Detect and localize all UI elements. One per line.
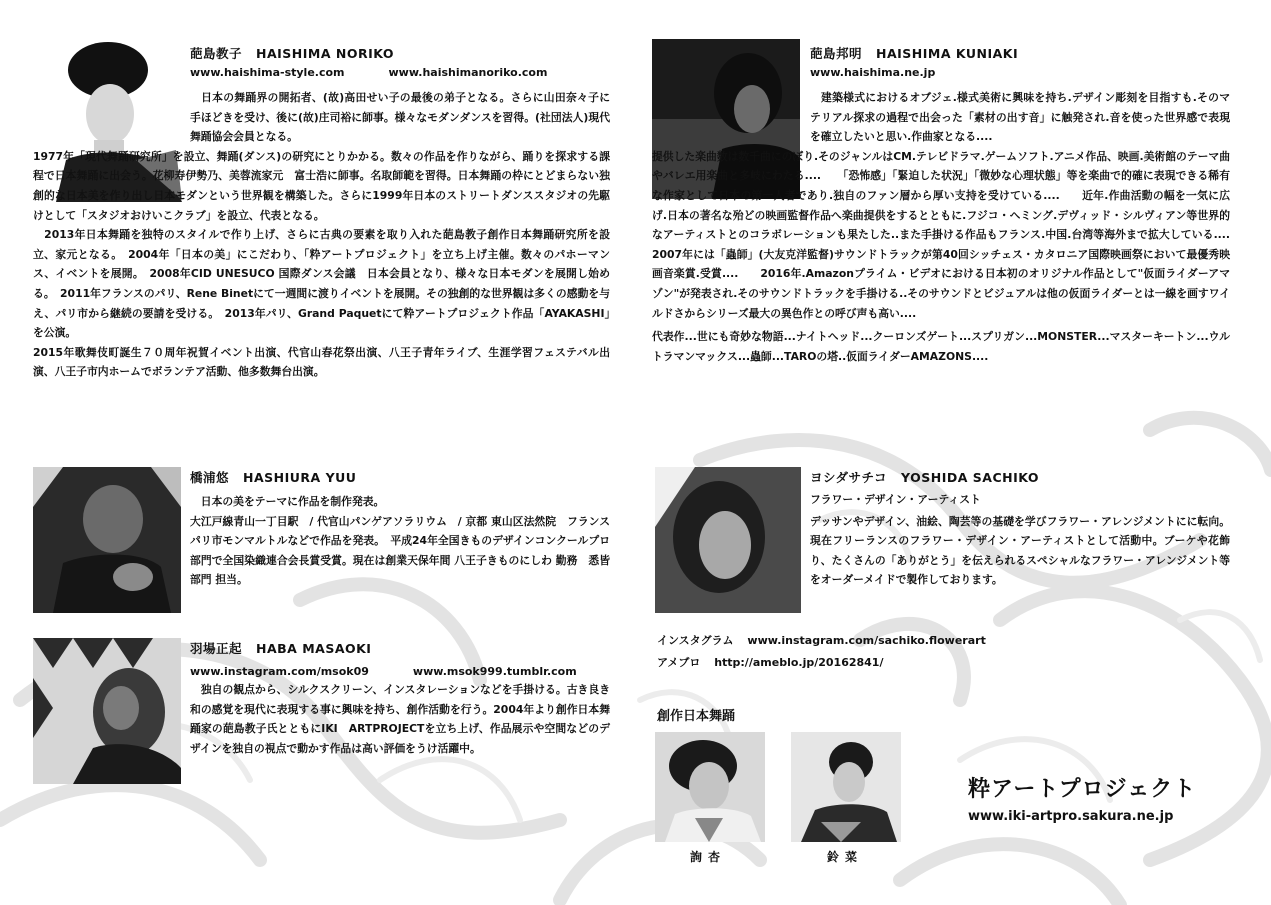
name-japanese: 葩島教子 [190,46,243,61]
name-japanese: 橋浦悠 [190,470,230,485]
instagram-link[interactable]: www.instagram.com/msok09 [190,665,369,678]
name-japanese: 羽場正起 [190,641,243,656]
bio-text [190,680,610,758]
portrait-sachiko [655,467,801,613]
bio-paragraph: 1977年「現代舞踊研究所」を設立、舞踊(ダンス)の研究にとりかかる。数々の作品を作りながら、踊りを探求する課程で日本舞踊に出会う。花柳寿伊勢乃、美蓉流家元 富士浩に師事。名取師範を習得。日本舞踊の枠にとどまらない独創的な日本美を作り出し日本モダンという世界観を構築した。さらに1999年日本のストリートダンススタジオの先駆けとして「スタジオおけいこクラブ」を設立、代表となる。 [33,149,610,222]
website-link[interactable]: www.haishima.ne.jp [810,66,936,79]
name-latin: HASHIURA YUU [243,470,357,485]
name-latin: HABA MASAOKI [256,641,372,656]
bio-paragraph: デッサンやデザイン、油絵、陶芸等の基礎を学びフラワー・アレンジメントにに転向。現在フリーランスのフラワー・デザイン・アーティストとして活動中。ブーケや花飾り、たくさんの「ありがとう」を伝えられるスペシャルなフラワー・アレンジメント等をオーダーメイドで製作しております。 [810,514,1230,587]
bio-paragraph: 2015年歌舞伎町誕生７０周年祝賀イベント出演、代官山春花祭出演、八王子青年ライブ、生涯学習フェステバル出演、八王子市内ホームでボランテア活動、他多数舞台出演。 [33,345,610,379]
dance-section-title: 創作日本舞踊 [657,709,736,724]
profile-yuu [190,468,610,590]
instagram-label: インスタグラム [657,634,734,647]
profile-name [190,468,610,486]
profile-name [810,468,1230,486]
bio-text [810,512,1230,590]
portrait-member2 [791,732,901,842]
project-logo [968,772,1196,824]
ameblo-label: アメブロ [657,656,701,669]
bio-paragraph: 大江戸線青山一丁目駅 / 代官山パンゲアソラリウム / 京都 東山区法然院 フランス パリ市モンマルトルなどで作品を発表。 平成24年全国きものデザインコンクールプロ部門で全国染織連合会長賞受賞。現在は創業天保年間 八王子きものにしわ 勤務 悉皆部門 担当。 [190,514,610,587]
profile-kuniaki-bio [652,88,1252,366]
profile-sachiko [810,468,1230,590]
name-japanese: ヨシダサチコ [810,470,888,485]
bio-paragraph: 代表作...世にも奇妙な物語...ナイトヘッド...クーロンズゲート...スプリガン...MONSTER...マスターキートン...ウルトラマンマックス...蟲師...TAROの塔..仮面ライダーAMAZONS.... [652,330,1230,363]
bio-paragraph: 日本の美をテーマに作品を制作発表。 [190,495,385,508]
profile-urls [190,66,610,79]
bio-paragraph: 提供した楽曲数は数千曲にのぼり.そのジャンルはCM.テレビドラマ.ゲームソフト.アニメ作品、映画.美術館のテーマ曲やバレエ用楽曲と多岐にわたる.... 「恐怖感」「緊迫した状況」「微妙な心理状態」等を楽曲で的確に表現できる稀有な作家として日本の第一人者であり.独自のファン層から厚い支持を受けている.... 近年.作曲活動の幅を一気に広げ.日本の著名な殆どの映画監督作品へ楽曲提供をするとともに.フジコ・ヘミング.デヴィッド・シルヴィアン等世界的なアーティストとのコラボレーションも果たした..また手掛ける作品もフランス.中国.台湾等海外まで拡大している.... 2007年には「蟲師」(大友克洋監督)サウンドトラックが第40回シッチェス・カタロニア国際映画祭において最優秀映画音楽賞.受賞.... 2016年.Amazonプライム・ビデオにおける日本初のオリジナル作品として"仮面ライダーアマゾン"が発表され.そのサウンドトラックを手掛ける..そのサウンドとビジュアルは他の仮面ライダーとは一線を画すワイルドさからシリーズ最大の異色作との呼び声も高い.... [652,149,1252,320]
portrait-member1 [655,732,765,842]
member2-caption: 鈴菜 [827,850,864,864]
profile-urls [190,665,610,678]
project-website-link[interactable]: www.iki-artpro.sakura.ne.jp [968,809,1174,824]
profile-urls [810,66,1230,79]
name-japanese: 葩島邦明 [810,46,863,61]
member1-caption: 詢杏 [690,850,727,864]
profile-kuniaki [810,44,1230,79]
sachiko-links [657,632,1217,670]
bio-paragraph: 日本の舞踊界の開拓者、(故)高田せい子の最後の弟子となる。さらに山田奈々子に手ほどきを受け、後に(故)庄司裕に師事。様々なモダンダンスを習得。(社団法人)現代舞踊協会会員となる。 [190,91,610,144]
profile-masaoki [190,639,610,758]
website-link[interactable]: www.haishima-style.com [190,66,345,79]
bio-paragraph: 独自の観点から、シルクスクリーン、インスタレーションなどを手掛ける。古き良き和の感覚を現代に表現する事に興味を持ち、創作活動を行う。2004年より創作日本舞踊家の葩島教子氏とともにIKI ARTPROJECTを立ち上げ、作品展示や空間などのデザインを独自の視点で動かす作品は高い評価をうけ活躍中。 [190,683,610,755]
profile-name [810,44,1230,62]
profile-name [190,639,610,657]
ameblo-row [657,654,1217,670]
portrait-yuu [33,467,181,613]
tumblr-link[interactable]: www.msok999.tumblr.com [412,665,577,678]
profile-noriko [190,44,610,79]
bio-paragraph: 2013年日本舞踊を独特のスタイルで作り上げ、さらに古典の要素を取り入れた葩島教子創作日本舞踊研究所を設立、家元となる。 2004年「日本の美」にこだわり、「粋アートプロジェクト」を立ち上げ主催。数々のパホーマンス、イベントを展開。 2008年CID UNESUCO 国際ダンス会議 日本会員となり、様々な日本モダンを展開し始める。 2011年フランスのパリ、Rene Binetにて一週間に渡りイベントを展開。その独創的な世界観は多くの感動を与え、パリ市から継続の要請を受ける。 2013年パリ、Grand Paquetにて粋アートプロジェクト作品「AYAKASHI」を公演。 [33,228,610,340]
website-link[interactable]: www.haishimanoriko.com [388,66,548,79]
project-title: 粋アートプロジェクト [968,777,1197,802]
instagram-link[interactable]: www.instagram.com/sachiko.flowerart [747,634,986,647]
name-latin: HAISHIMA KUNIAKI [876,46,1019,61]
name-latin: YOSHIDA SACHIKO [901,470,1039,485]
instagram-row [657,632,1217,648]
profile-noriko-bio [33,88,610,382]
bio-text [190,492,610,590]
ameblo-link[interactable]: http://ameblo.jp/20162841/ [714,656,884,669]
profile-name [190,44,610,62]
name-latin: HAISHIMA NORIKO [256,46,394,61]
bio-paragraph: 建築様式におけるオブジェ.様式美術に興味を持ち.デザイン彫刻を目指すも.そのマテリアル探求の過程で出会った「素材の出す音」に触発され.音を使った世界感で表現を確立したいと思い.作曲家となる.... [810,91,1230,144]
portrait-masaoki [33,638,181,784]
profile-role: フラワー・デザイン・アーティスト [810,493,981,506]
